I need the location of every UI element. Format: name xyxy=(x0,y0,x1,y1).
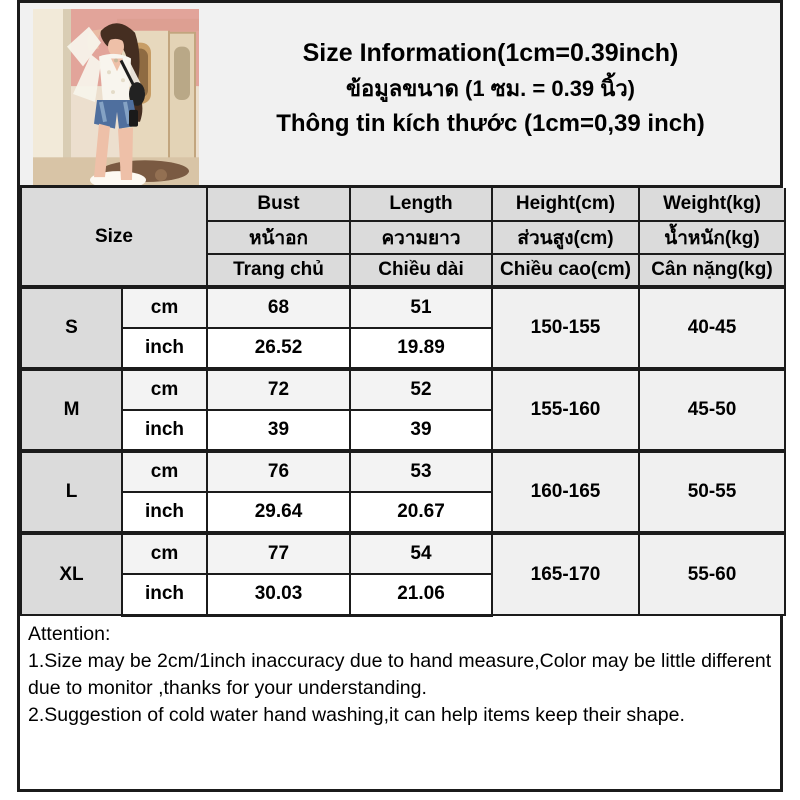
s-length-cm: 51 xyxy=(350,287,492,328)
m-weight: 45-50 xyxy=(639,369,785,451)
xl-length-inch: 21.06 xyxy=(350,574,492,615)
col-header-weight-th: น้ำหนัก(kg) xyxy=(639,221,785,254)
m-length-inch: 39 xyxy=(350,410,492,451)
col-header-weight-vi: Cân nặng(kg) xyxy=(639,254,785,287)
size-chart-panel xyxy=(17,0,783,792)
attention-note-2: 2.Suggestion of cold water hand washing,it can help items keep their shape. xyxy=(28,704,685,727)
row-xl-cm xyxy=(21,533,785,574)
l-length-inch: 20.67 xyxy=(350,492,492,533)
header-row-english xyxy=(21,188,785,221)
m-bust-inch: 39 xyxy=(207,410,350,451)
size-table xyxy=(20,188,786,617)
xl-height: 165-170 xyxy=(492,533,639,615)
s-bust-inch: 26.52 xyxy=(207,328,350,369)
size-label-xl: XL xyxy=(21,533,122,615)
col-header-bust-th: หน้าอก xyxy=(207,221,350,254)
size-label-m: M xyxy=(21,369,122,451)
product-photo xyxy=(33,9,199,185)
m-length-cm: 52 xyxy=(350,369,492,410)
unit-cm: cm xyxy=(122,369,207,410)
col-header-length-th: ความยาว xyxy=(350,221,492,254)
xl-weight: 55-60 xyxy=(639,533,785,615)
m-bust-cm: 72 xyxy=(207,369,350,410)
size-label-l: L xyxy=(21,451,122,533)
l-length-cm: 53 xyxy=(350,451,492,492)
col-header-length-vi: Chiều dài xyxy=(350,254,492,287)
xl-bust-inch: 30.03 xyxy=(207,574,350,615)
size-label-s: S xyxy=(21,287,122,369)
col-header-height-vi: Chiều cao(cm) xyxy=(492,254,639,287)
unit-inch: inch xyxy=(122,574,207,615)
col-header-height-en: Height(cm) xyxy=(492,188,639,221)
m-height: 155-160 xyxy=(492,369,639,451)
col-header-bust-en: Bust xyxy=(207,188,350,221)
attention-note-1: 1.Size may be 2cm/1inch inaccuracy due to hand measure,Color may be little different due to monitor ,thanks for your understanding. xyxy=(28,649,772,700)
unit-cm: cm xyxy=(122,451,207,492)
s-height: 150-155 xyxy=(492,287,639,369)
col-header-weight-en: Weight(kg) xyxy=(639,188,785,221)
row-m-cm xyxy=(21,369,785,410)
unit-cm: cm xyxy=(122,533,207,574)
attention-heading: Attention: xyxy=(28,622,111,645)
l-bust-cm: 76 xyxy=(207,451,350,492)
attention-section xyxy=(20,617,780,730)
col-header-height-th: ส่วนสูง(cm) xyxy=(492,221,639,254)
l-height: 160-165 xyxy=(492,451,639,533)
title-english: Size Information(1cm=0.39inch) xyxy=(302,39,679,67)
row-s-cm xyxy=(21,287,785,328)
row-l-cm xyxy=(21,451,785,492)
l-bust-inch: 29.64 xyxy=(207,492,350,533)
size-header-cell: Size xyxy=(21,188,207,287)
header-band xyxy=(20,3,780,188)
title-thai: ข้อมูลขนาด (1 ซม. = 0.39 นิ้ว) xyxy=(345,76,635,101)
xl-length-cm: 54 xyxy=(350,533,492,574)
size-info-title-block xyxy=(205,41,776,136)
s-length-inch: 19.89 xyxy=(350,328,492,369)
s-bust-cm: 68 xyxy=(207,287,350,328)
title-vietnamese: Thông tin kích thước (1cm=0,39 inch) xyxy=(276,110,705,137)
col-header-bust-vi: Trang chủ xyxy=(207,254,350,287)
col-header-length-en: Length xyxy=(350,188,492,221)
s-weight: 40-45 xyxy=(639,287,785,369)
unit-inch: inch xyxy=(122,328,207,369)
model-photo-illustration xyxy=(33,9,199,185)
unit-inch: inch xyxy=(122,410,207,451)
l-weight: 50-55 xyxy=(639,451,785,533)
xl-bust-cm: 77 xyxy=(207,533,350,574)
unit-inch: inch xyxy=(122,492,207,533)
unit-cm: cm xyxy=(122,287,207,328)
